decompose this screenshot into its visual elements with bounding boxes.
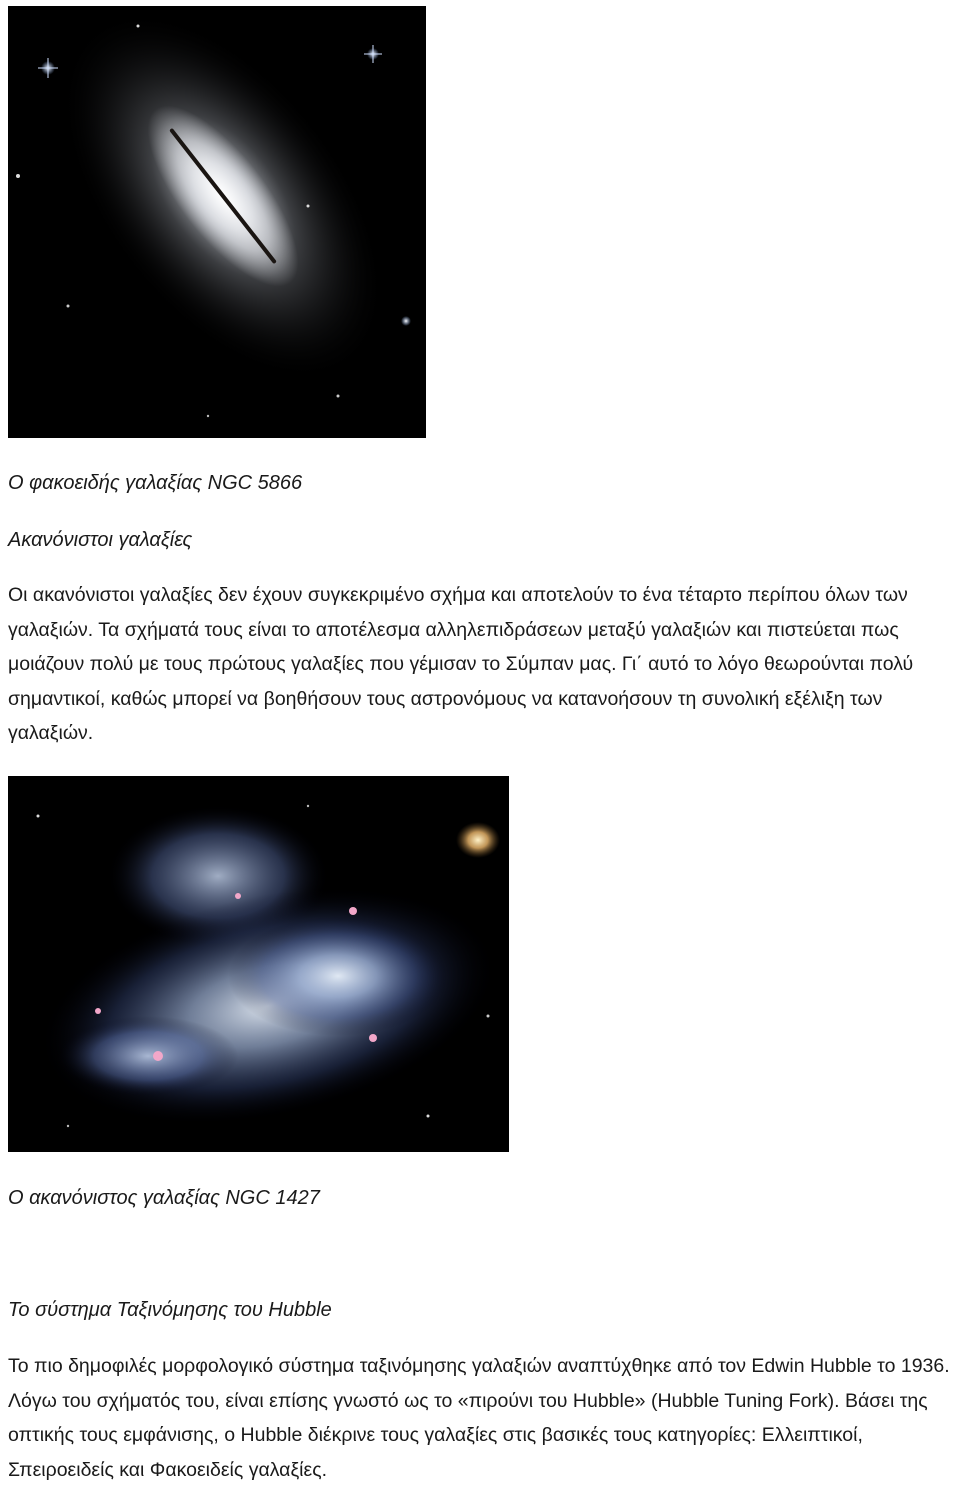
paragraph-irregular-galaxies: Οι ακανόνιστοι γαλαξίες δεν έχουν συγκεκριμένο σχήμα και αποτελούν το ένα τέταρτο περίπου όλων των γαλαξιών. Τα σχήματά τους είναι το αποτέλεσμα αλληλεπιδράσεων μεταξύ γαλαξιών και πιστεύεται πως μοιάζουν πολύ με τους πρώτους γαλαξίες που γέμισαν το Σύμπαν μας. Γι΄ αυτό το λόγο θεωρούνται πολύ σημαντικοί, καθώς μπορεί να βοηθήσουν τους αστρονόμους να κατανοήσουν τη συνολική εξέλιξη των γαλαξιών. — [8, 584, 914, 744]
figure-caption-ngc1427: Ο ακανόνιστος γαλαξίας NGC 1427 — [8, 1187, 320, 1209]
section-heading-hubble: Το σύστημα Ταξινόμησης του Hubble — [8, 1299, 332, 1321]
galaxy-ngc5866-image — [8, 6, 426, 438]
section-heading-irregular: Ακανόνιστοι γαλαξίες — [8, 529, 193, 551]
paragraph-hubble-classification: Το πιο δημοφιλές μορφολογικό σύστημα ταξινόμησης γαλαξιών αναπτύχθηκε από τον Edwin Hubble το 1936. Λόγω του σχήματός του, είναι επίσης γνωστό ως το «πιρούνι του Hubble» (Hubble Tuning Fork). Βάσει της οπτικής τους εμφάνισης, ο Hubble διέκρινε τους γαλαξίες στις βασικές τους κατηγορίες: Ελλειπτικοί, Σπειροειδείς και Φακοειδείς γαλαξίες. — [8, 1355, 950, 1481]
figure-caption-ngc5866: Ο φακοειδής γαλαξίας NGC 5866 — [8, 472, 303, 494]
galaxy-ngc1427-image — [8, 776, 509, 1152]
